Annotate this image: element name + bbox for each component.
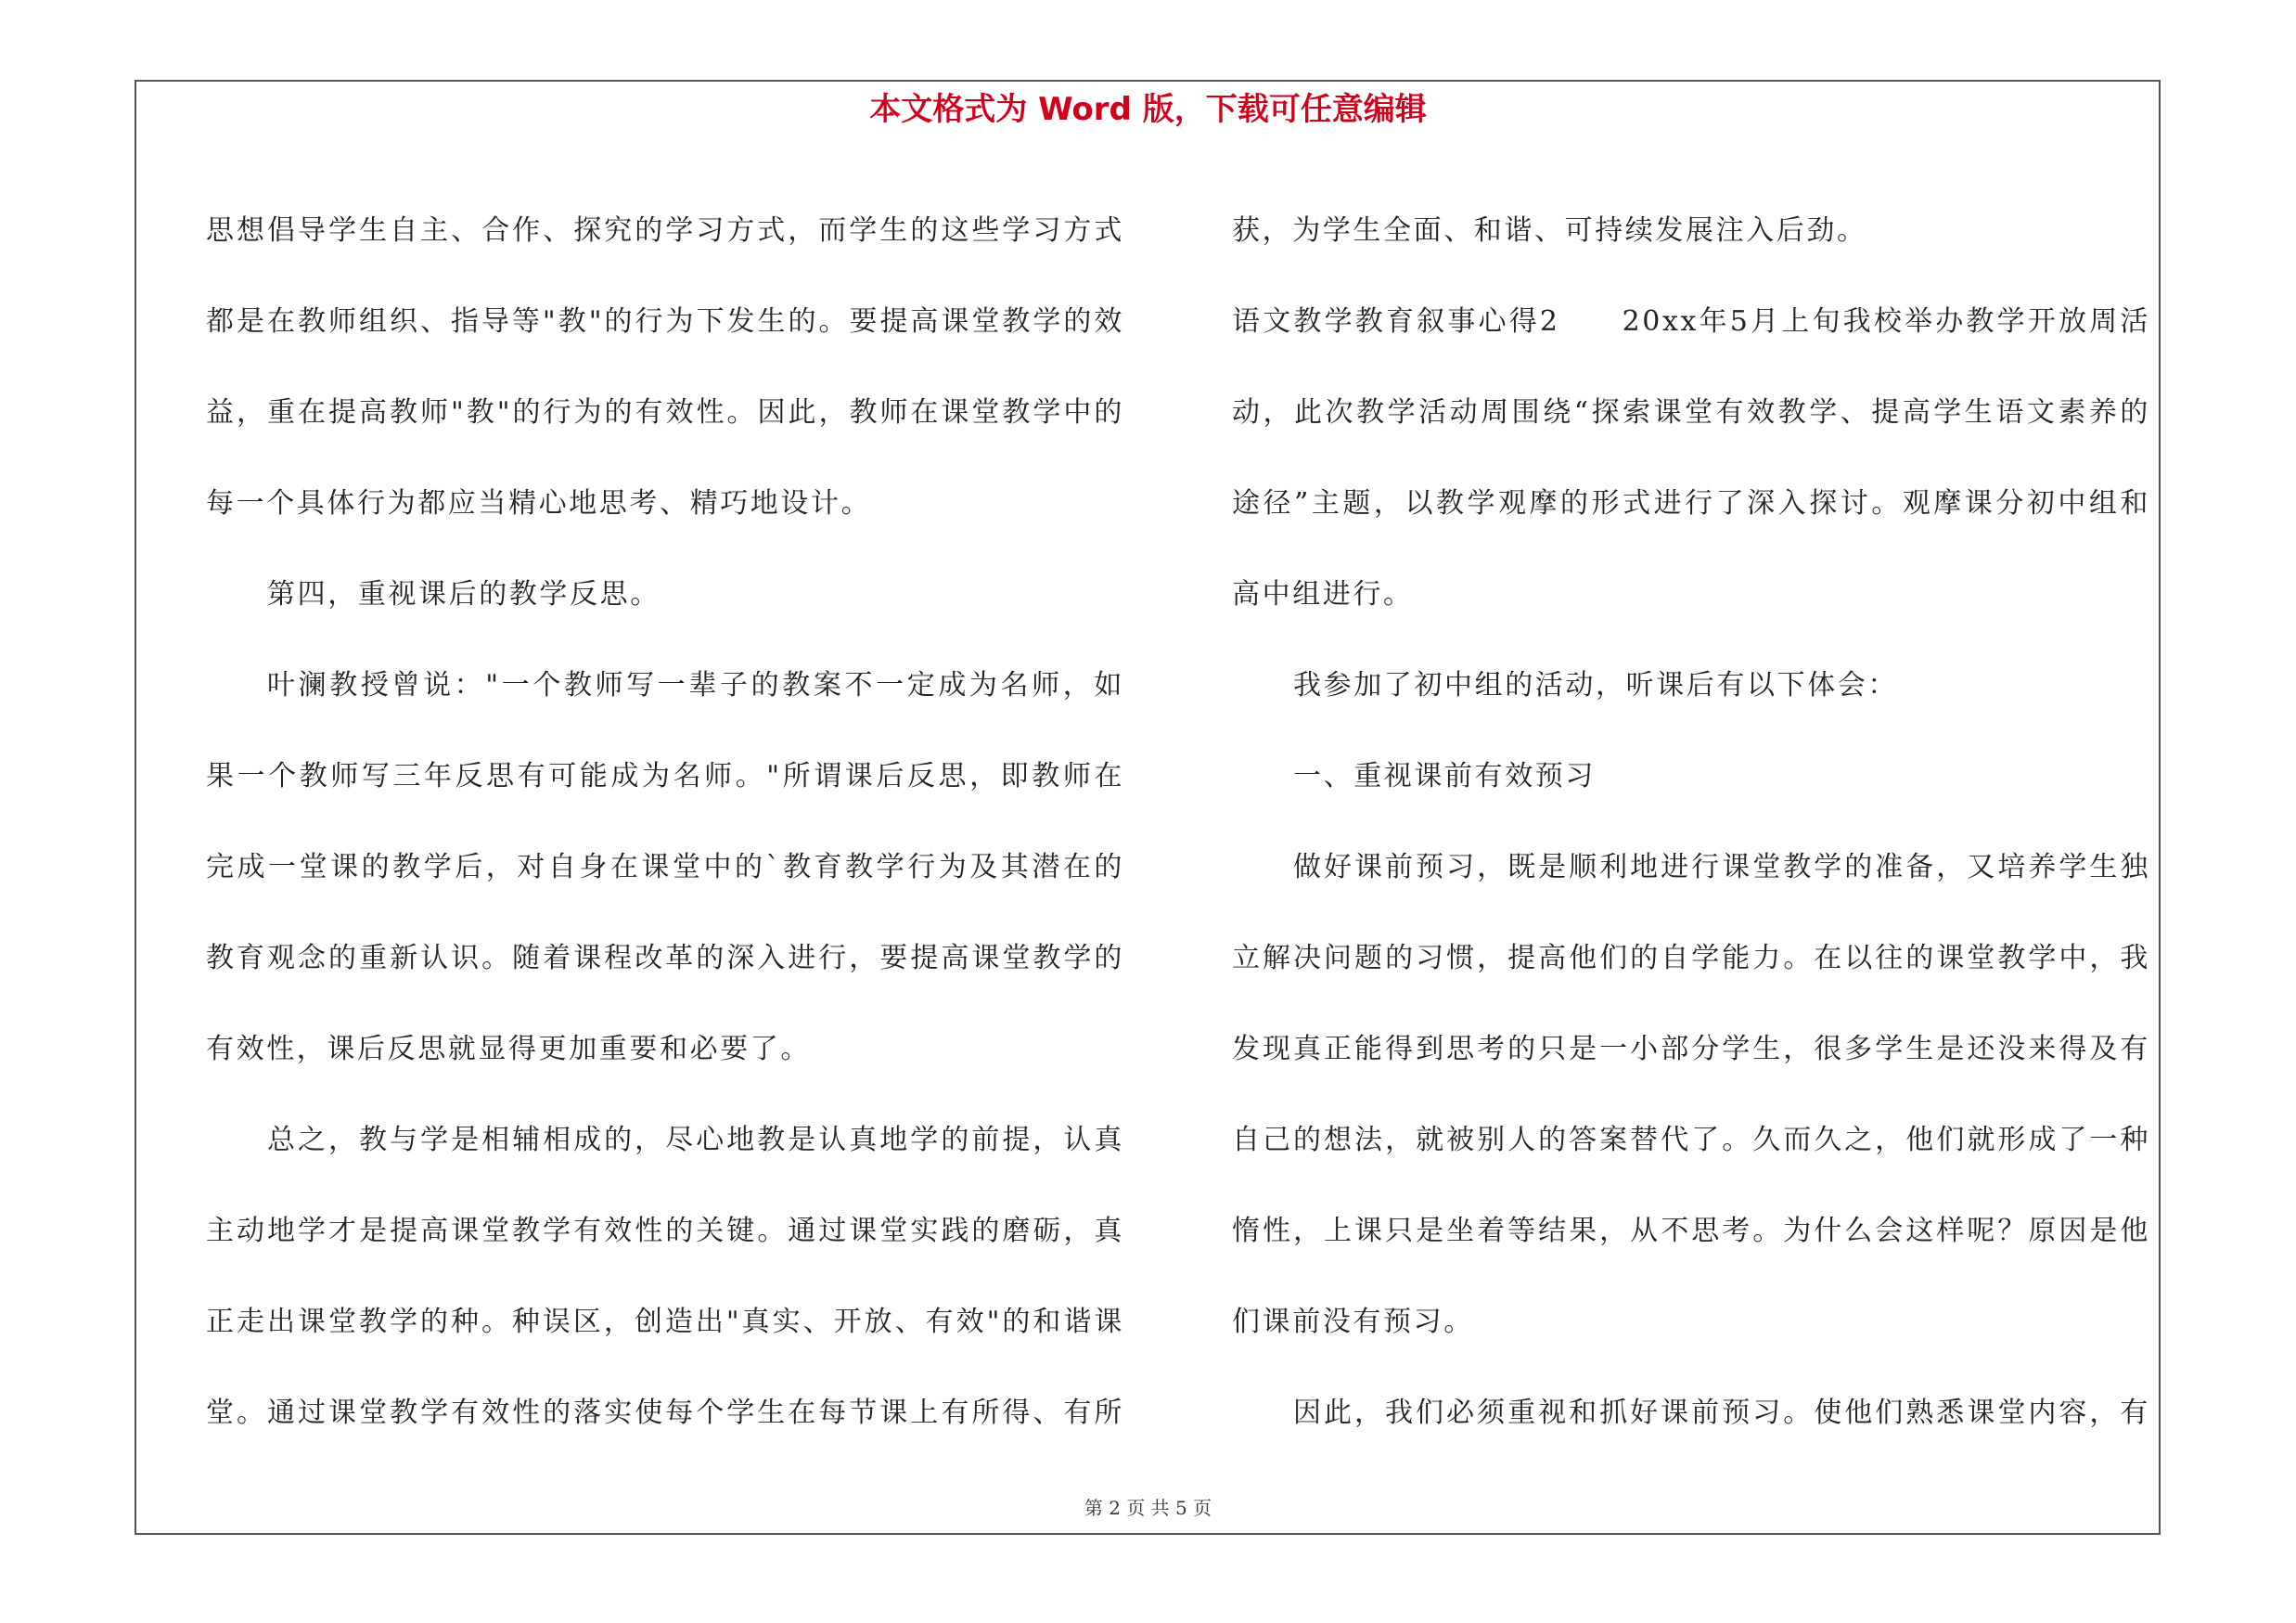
text-line: 教育观念的重新认识。随着课程改革的深入进行，要提高课堂教学的 [206, 942, 1124, 974]
section-heading-1: 一、重视课前有效预习 [1293, 760, 1596, 792]
text-line: 每一个具体行为都应当精心地思考、精巧地设计。 [206, 487, 872, 520]
text-line: 思想倡导学生自主、合作、探究的学习方式，而学生的这些学习方式 [206, 214, 1124, 247]
text-line: 都是在教师组织、指导等"教"的行为下发生的。要提高课堂教学的效 [206, 305, 1124, 338]
section-heading-4: 第四，重视课后的教学反思。 [267, 578, 661, 611]
text-line: 主动地学才是提高课堂教学有效性的关键。通过课堂实践的磨砺，真 [206, 1215, 1124, 1247]
text-line: 高中组进行。 [1232, 578, 1414, 611]
text-line: 动，此次教学活动周围绕“探索课堂有效教学、提高学生语文素养的 [1232, 396, 2150, 429]
text-line: 总之，教与学是相辅相成的，尽心地教是认真地学的前提，认真 [267, 1124, 1124, 1156]
text-line: 自己的想法，就被别人的答案替代了。久而久之，他们就形成了一种 [1232, 1124, 2150, 1156]
article-title-line: 语文教学教育叙事心得2 20xx年5月上旬我校举办教学开放周活 [1232, 305, 2150, 338]
text-line: 我参加了初中组的活动，听课后有以下体会： [1293, 669, 1898, 702]
left-text-column [206, 186, 1124, 1459]
text-line: 立解决问题的习惯，提高他们的自学能力。在以往的课堂教学中，我 [1232, 942, 2150, 974]
page-number-footer: 第 2 页 共 5 页 [1084, 1497, 1212, 1519]
text-line: 惰性，上课只是坐着等结果，从不思考。为什么会这样呢？原因是他 [1232, 1215, 2150, 1247]
text-line: 有效性，课后反思就显得更加重要和必要了。 [206, 1033, 811, 1065]
text-line: 发现真正能得到思考的只是一小部分学生，很多学生是还没来得及有 [1232, 1033, 2150, 1065]
text-line: 完成一堂课的教学后，对自身在课堂中的`教育教学行为及其潜在的 [206, 851, 1124, 883]
text-line: 正走出课堂教学的种。种误区，创造出"真实、开放、有效"的和谐课 [206, 1306, 1124, 1338]
text-line: 叶澜教授曾说："一个教师写一辈子的教案不一定成为名师，如 [267, 669, 1124, 702]
text-line: 因此，我们必须重视和抓好课前预习。使他们熟悉课堂内容，有 [1293, 1397, 2150, 1429]
text-line: 获，为学生全面、和谐、可持续发展注入后劲。 [1232, 214, 1867, 247]
text-line: 果一个教师写三年反思有可能成为名师。"所谓课后反思，即教师在 [206, 760, 1124, 792]
text-line: 益，重在提高教师"教"的行为的有效性。因此，教师在课堂教学中的 [206, 396, 1124, 429]
text-line: 们课前没有预习。 [1232, 1306, 1474, 1338]
right-text-column [1232, 186, 2150, 1459]
format-notice-banner: 本文格式为 Word 版，下载可任意编辑 [869, 91, 1427, 128]
text-line: 做好课前预习，既是顺利地进行课堂教学的准备，又培养学生独 [1293, 851, 2150, 883]
text-line: 途径”主题，以教学观摩的形式进行了深入探讨。观摩课分初中组和 [1232, 487, 2150, 520]
text-line: 堂。通过课堂教学有效性的落实使每个学生在每节课上有所得、有所 [206, 1397, 1124, 1429]
